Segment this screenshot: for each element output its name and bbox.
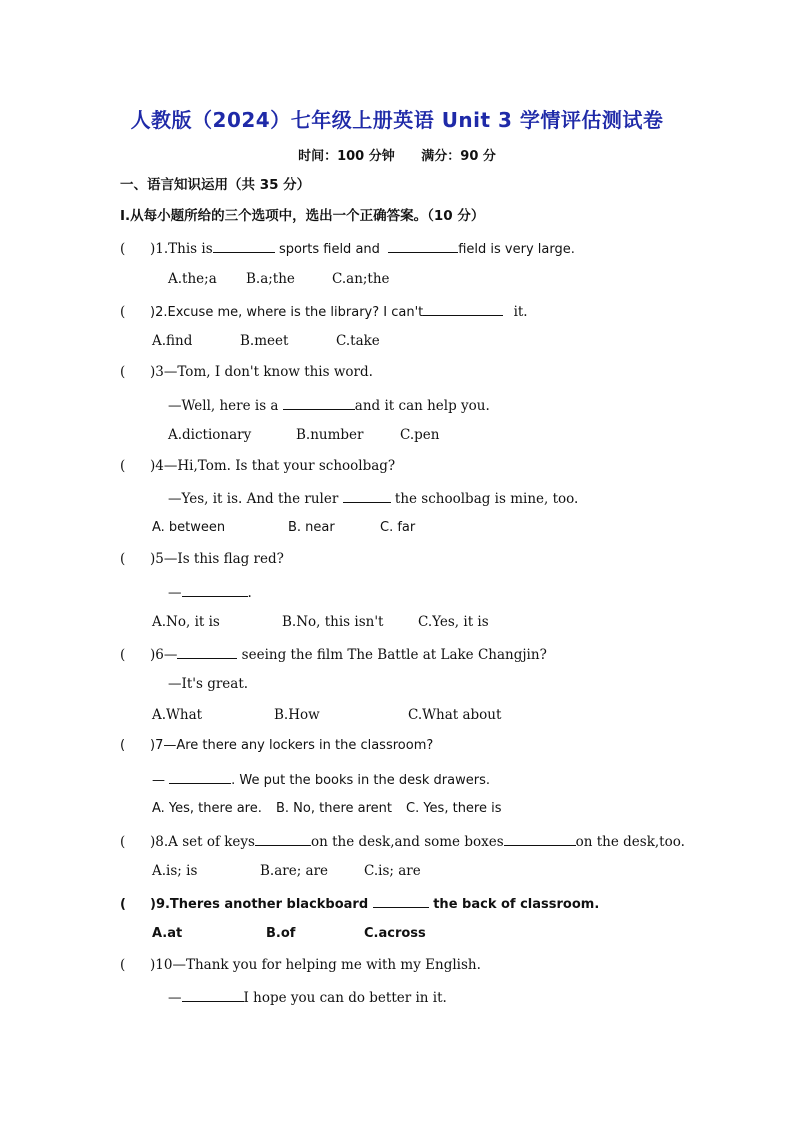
answer-blank [255,831,311,846]
option: A.the;a [168,271,217,287]
option: B.meet [240,333,289,349]
q10-response-start: — [168,990,182,1006]
q7-stem: )7—Are there any lockers in the classroom? [150,738,434,753]
answer-paren: ( [120,458,126,474]
question-9 [120,893,599,914]
option: B.are; are [260,863,329,879]
option: C.What about [408,707,502,723]
q4-response-start: —Yes, it is. And the ruler [168,491,339,507]
q10-response [168,987,447,1007]
q8-stem-mid: on the desk,and some boxes [310,834,504,850]
q2-stem: )2.Excuse me, where is the library? I can't [150,305,424,320]
option: C.is; are [364,863,421,879]
q3-response-end: and it can help you. [354,398,490,414]
option: B. No, there arent [276,801,393,816]
answer-paren: ( [120,834,126,850]
question-1 [120,238,575,259]
q10-response-end: I hope you can do better in it. [243,990,447,1006]
q1-options [168,270,390,288]
q10-stem: )10—Thank you for helping me with my English. [150,957,481,973]
answer-blank [373,893,429,908]
option: A.No, it is [152,614,220,630]
q9-stem-end: the back of classroom. [433,897,600,912]
q4-response [168,488,578,508]
answer-paren: ( [120,304,126,320]
q1-stem: )1.This is [150,241,213,257]
option: B.number [296,427,364,443]
option: C.take [336,333,380,349]
option: C. Yes, there is [406,801,502,816]
answer-paren: ( [120,897,126,912]
answer-blank [177,644,237,659]
answer-blank [343,488,391,503]
answer-blank [169,769,231,784]
q9-stem-start: )9.Theres another blackboard [150,897,369,912]
answer-blank [182,582,248,597]
option: A. between [152,520,226,535]
part-instructions: I.从每小题所给的三个选项中，选出一个正确答案。（10 分） [120,208,485,224]
q6-stem-start: )6— [150,647,178,663]
q4-stem: )4—Hi,Tom. Is that your schoolbag? [150,458,396,474]
answer-paren: ( [120,241,126,257]
answer-paren: ( [120,957,126,973]
q4-options [152,519,415,537]
option: C.pen [400,427,440,443]
q6-options [152,706,501,724]
option: A. Yes, there are. [152,801,262,816]
full-score: 满分：90 分 [421,149,496,164]
q3-response [168,395,490,415]
answer-blank [182,987,244,1002]
option: B. near [288,520,335,535]
answer-paren: ( [120,647,126,663]
option: C.Yes, it is [418,614,489,630]
q2-end: it. [513,304,528,320]
question-5 [120,550,284,568]
question-2 [120,301,528,322]
answer-blank [213,238,275,253]
q8-options [152,862,421,880]
q2-options [152,332,380,350]
q1-mid: sports field and [278,242,380,257]
answer-blank [423,301,503,316]
option: B.How [274,707,320,723]
option: A.dictionary [168,427,252,443]
answer-blank [504,831,576,846]
option: A.at [152,926,183,941]
answer-paren: ( [120,738,126,753]
question-8 [120,831,685,851]
q7-options [152,800,502,818]
question-7 [120,737,433,755]
option: A.find [152,333,193,349]
question-4 [120,457,395,475]
q7-response-end: . We put the books in the desk drawers. [231,773,490,788]
q5-stem: )5—Is this flag red? [150,551,284,567]
q6-response: —It's great. [168,676,249,692]
time-limit: 时间：100 分钟 [298,149,395,164]
q7-response [152,769,490,790]
option: C.an;the [332,271,390,287]
q1-end: field is very large. [458,242,575,257]
q3-response-start: —Well, here is a [168,398,279,414]
q3-stem: )3—Tom, I don't know this word. [150,364,373,380]
option: C.across [364,926,426,941]
q9-options [152,925,426,943]
q7-response-start: — [152,773,165,788]
exam-meta [0,145,794,164]
answer-paren: ( [120,364,126,380]
q3-options [168,426,439,444]
q4-response-end: the schoolbag is mine, too. [394,491,579,507]
answer-blank [388,238,458,253]
q5-response: — . [168,582,252,602]
answer-paren: ( [120,551,126,567]
q6-stem-end: seeing the film The Battle at Lake Changjin? [241,647,547,663]
section-heading: 一、语言知识运用（共 35 分） [120,177,311,193]
option: A.What [152,707,203,723]
question-3 [120,363,373,381]
option: C. far [380,520,416,535]
question-10 [120,956,481,974]
answer-blank [283,395,355,410]
q8-stem-end: on the desk,too. [575,834,685,850]
option: A.is; is [152,863,198,879]
option: B.No, this isn't [282,614,384,630]
page-title: 人教版（2024）七年级上册英语 Unit 3 学情评估测试卷 [130,108,664,132]
option: B.of [266,926,296,941]
q8-stem-start: )8.A set of keys [150,834,255,850]
q5-response-start: — [168,585,182,601]
question-6 [120,644,547,664]
option: B.a;the [246,271,295,287]
q5-options [152,613,489,631]
